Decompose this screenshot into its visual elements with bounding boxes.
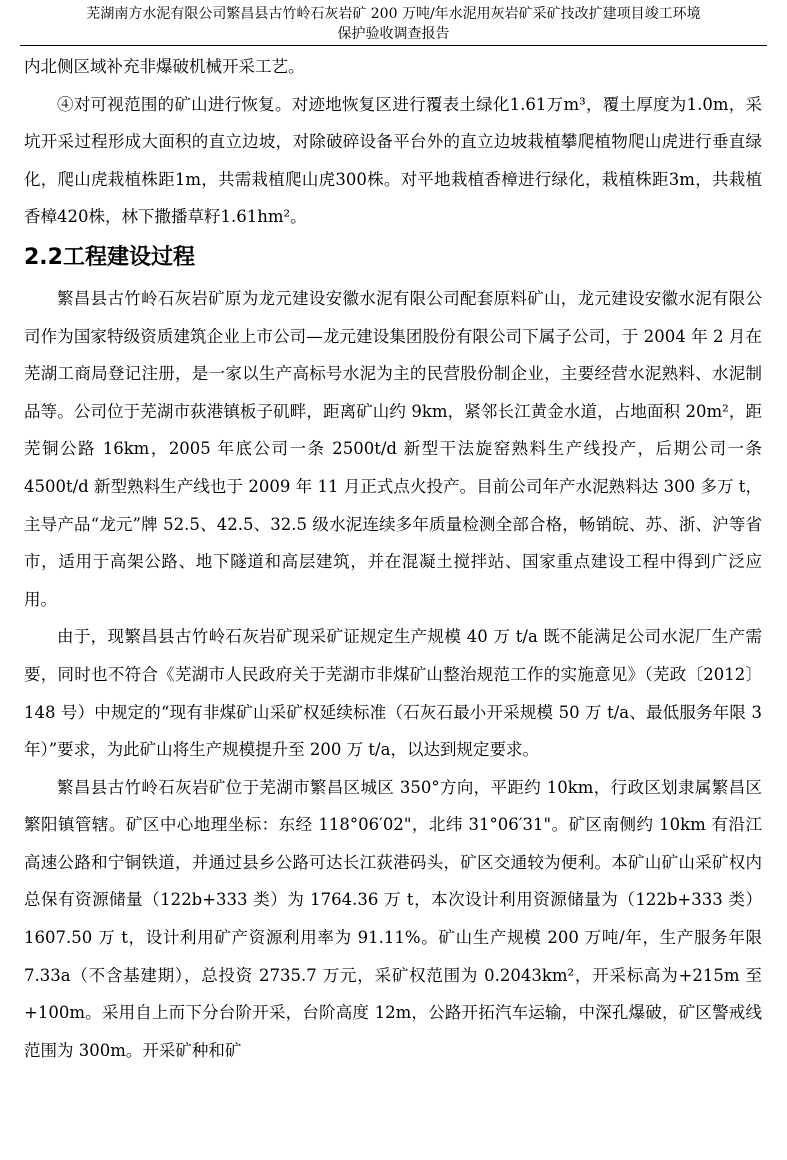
paragraph-continued: 内北侧区域补充非爆破机械开采工艺。 <box>24 57 305 76</box>
document-body <box>24 48 762 1069</box>
paragraph-mine-location: 繁昌县古竹岭石灰岩矿位于芜湖市繁昌区城区 350°方向，平距约 10km，行政区划隶属繁昌区繁阳镇管辖。矿区中心地理坐标：东经 118°06′02"，北纬 31°06′31"。矿区南侧约 10km 有沿江高速公路和宁铜铁道，并通过县乡公路可达长江荻港码头，矿区交通较为便利。本矿山矿山采矿权内总保有资源储量（122b+333 类）为 1764.36 万 t，本次设计利用资源储量为（122b+333 类）1607.50 万 t，设计利用矿产资源利用率为 91.11%。矿山生产规模 200 万吨/年，生产服务年限 7.33a（不含基建期），总投资 2735.7 万元，采矿权范围为 0.2043km²，开采标高为+215m 至+100m。采用自上而下分台阶开采，台阶高度 12m，公路开拓汽车运输，中深孔爆破，矿区警戒线范围为 300m。开采矿种和矿 <box>24 777 762 1060</box>
header-title-line-2: 保护验收调查报告 <box>337 26 450 42</box>
paragraph-expansion-reason: 由于，现繁昌县古竹岭石灰岩矿现采矿证规定生产规模 40 万 t/a 既不能满足公司水泥厂生产需要，同时也不符合《芜湖市人民政府关于芜湖市非煤矿山整治规范工作的实施意见》（芜政〔2012〕148 号）中规定的“现有非煤矿山采矿权延续标准（石灰石最小开采规模 50 万 t/a、最低服务年限 3 年）”要求，为此矿山将生产规模提升至 200 万 t/a，以达到规定要求。 <box>24 627 762 760</box>
header-title-line-1: 芜湖南方水泥有限公司繁昌县古竹岭石灰岩矿 200 万吨/年水泥用灰岩矿采矿技改扩建项目竣工环境 <box>86 6 701 22</box>
section-title: 2.2工程建设过程 <box>24 244 195 270</box>
paragraph-company-background: 繁昌县古竹岭石灰岩矿原为龙元建设安徽水泥有限公司配套原料矿山，龙元建设安徽水泥有限公司作为国家特级资质建筑企业上市公司—龙元建设集团股份有限公司下属子公司，于 2004 年 2 月在芜湖工商局登记注册，是一家以生产高标号水泥为主的民营股份制企业，主要经营水泥熟料、水泥制品等。公司位于芜湖市荻港镇板子矶畔，距离矿山约 9km，紧邻长江黄金水道，占地面积 20m²，距芜铜公路 16km，2005 年底公司一条 2500t/d 新型干法旋窑熟料生产线投产，后期公司一条 4500t/d 新型熟料生产线也于 2009 年 11 月正式点火投产。目前公司年产水泥熟料达 300 多万 t，主导产品“龙元”牌 52.5、42.5、32.5 级水泥连续多年质量检测全部合格，畅销皖、苏、浙、沪等省市，适用于高架公路、地下隧道和高层建筑，并在混凝土搅拌站、国家重点建设工程中得到广泛应用。 <box>24 288 762 609</box>
paragraph-restoration: ④对可视范围的矿山进行恢复。对迹地恢复区进行覆表土绿化1.61万m³，覆土厚度为1.0m，采坑开采过程形成大面积的直立边坡，对除破碎设备平台外的直立边坡栽植攀爬植物爬山虎进行垂直绿化，爬山虎栽植株距1m，共需栽植爬山虎300株。对平地栽植香樟进行绿化，栽植株距3m，共栽植香樟420株，林下撒播草籽1.61hm²。 <box>24 94 762 227</box>
page-header <box>20 4 767 46</box>
